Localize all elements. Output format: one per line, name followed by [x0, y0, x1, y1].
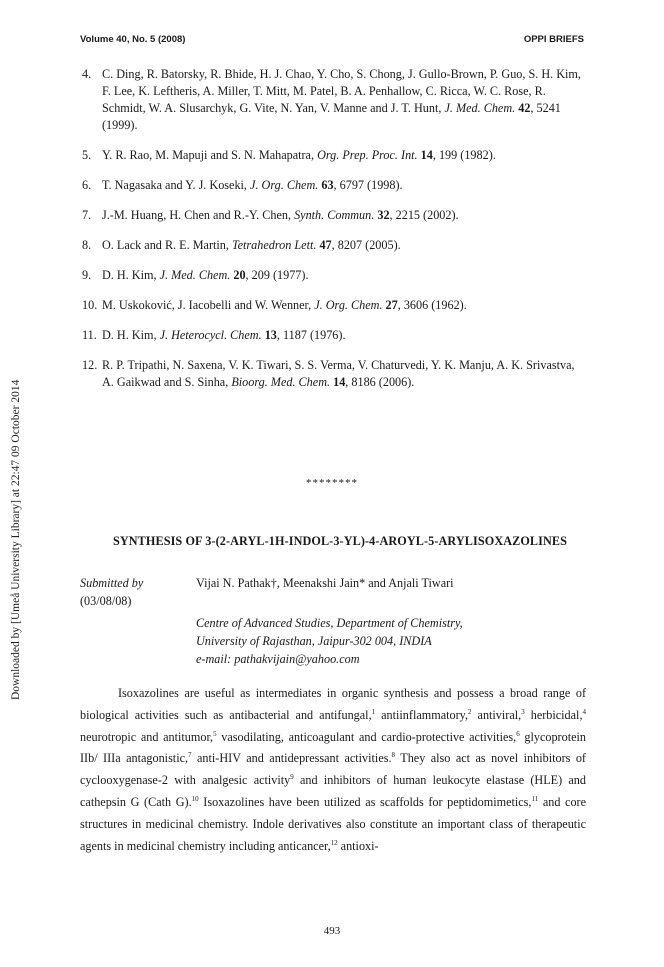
reference-authors: D. H. Kim,	[102, 328, 160, 342]
reference-pages-year: , 2215 (2002).	[389, 208, 459, 222]
reference-journal: J. Org. Chem.	[250, 178, 319, 192]
reference-number: 4.	[82, 67, 92, 81]
body-text-segment: glycoprotein IIb/ IIIa antagonistic,	[80, 729, 586, 766]
body-text-segment: and inhibitors of human leukocyte elastase (HLE) and cathepsin G (Cath G).	[80, 773, 586, 809]
citation-superscript: 12	[330, 838, 338, 847]
reference-journal: Org. Prep. Proc. Int.	[317, 148, 418, 162]
reference-volume: 20	[233, 268, 246, 282]
reference-journal: J. Med. Chem.	[159, 268, 231, 282]
reference-authors: R. P. Tripathi, N. Saxena, V. K. Tiwari, S. S. Verma, V. Chaturvedi, Y. K. Manju, A. K. Srivastva, A. Gaikwad and S. Sinha,	[102, 358, 575, 389]
reference-authors: J.-M. Huang, H. Chen and R.-Y. Chen,	[102, 208, 295, 222]
body-text-segment: Isoxazolines have been utilized as scaffolds for peptidomimetics,	[198, 794, 532, 809]
reference-pages-year: , 3606 (1962).	[397, 298, 467, 312]
reference-authors: Y. R. Rao, M. Mapuji and S. N. Mahapatra,	[102, 148, 318, 162]
reference-journal: Synth. Commun.	[294, 208, 375, 222]
reference-journal: J. Med. Chem.	[444, 101, 516, 115]
reference-item	[82, 207, 582, 224]
citation-superscript: 8	[391, 751, 396, 760]
author-list: Vijai N. Pathak†, Meenakshi Jain* and Anjali Tiwari	[196, 576, 454, 590]
reference-item	[82, 267, 582, 284]
body-text-segment: antiviral,	[471, 707, 522, 722]
reference-item	[82, 297, 582, 314]
section-separator: ********	[306, 477, 358, 489]
affiliation-line-2: University of Rajasthan, Jaipur-302 004, INDIA	[196, 634, 432, 648]
article-title: SYNTHESIS OF 3-(2-ARYL-1H-INDOL-3-YL)-4-AROYL-5-ARYLISOXAZOLINES	[112, 534, 568, 548]
body-text-segment: herbicidal,	[524, 707, 583, 722]
reference-pages-year: , 209 (1977).	[245, 268, 309, 282]
reference-volume: 27	[385, 298, 398, 312]
reference-pages-year: , 8186 (2006).	[345, 375, 415, 389]
reference-volume: 13	[264, 328, 277, 342]
citation-superscript: 9	[290, 773, 294, 782]
submitted-date: (03/08/08)	[80, 594, 132, 608]
citation-superscript: 1	[371, 707, 376, 716]
reference-list	[82, 66, 582, 391]
reference-number: 8.	[82, 238, 92, 252]
citation-superscript: 3	[521, 707, 525, 716]
reference-volume: 42	[518, 101, 531, 115]
citation-superscript: 7	[188, 751, 192, 760]
intro-paragraph	[80, 683, 586, 857]
submitted-label: Submitted by	[80, 576, 144, 590]
citation-superscript: 2	[468, 707, 472, 716]
reference-item	[82, 237, 582, 254]
citation-superscript: 6	[516, 729, 520, 738]
reference-volume: 63	[321, 178, 334, 192]
body-text	[80, 683, 586, 857]
page-number: 493	[323, 925, 341, 937]
reference-journal: J. Heterocycl. Chem.	[159, 328, 262, 342]
journal-volume: Volume 40, No. 5 (2008)	[80, 34, 186, 45]
reference-authors: C. Ding, R. Batorsky, R. Bhide, H. J. Chao, Y. Cho, S. Chong, J. Gullo-Brown, P. Guo, S. H. Kim, F. Lee, K. Leftheris, A. Miller, T. Mitt, M. Patel, B. A. Penhallow, C. Ricca, W. C. Rose, R. Schmidt, W. A. Slusarchyk, G. Vite, N. Yan, V. Manne and J. T. Hunt,	[102, 67, 581, 115]
download-watermark: Downloaded by [Umeå University Library] at 22:47 09 October 2014	[10, 379, 22, 700]
reference-number: 7.	[82, 208, 92, 222]
citation-superscript: 11	[531, 794, 539, 803]
reference-authors: O. Lack and R. E. Martin,	[102, 238, 232, 252]
body-text-segment: vasodilating, anticoagulant and cardio-protective activities,	[216, 729, 517, 744]
reference-number: 11.	[82, 328, 97, 342]
citation-superscript: 4	[582, 707, 586, 716]
reference-number: 6.	[82, 178, 92, 192]
reference-volume: 32	[377, 208, 390, 222]
reference-pages-year: , 6797 (1998).	[333, 178, 403, 192]
reference-volume: 14	[333, 375, 346, 389]
body-text-segment: They also act as novel inhibitors of cyclooxygenase-2 with analgesic activity	[80, 751, 586, 788]
reference-volume: 47	[319, 238, 332, 252]
reference-number: 9.	[82, 268, 92, 282]
reference-journal: Bioorg. Med. Chem.	[231, 375, 331, 389]
body-text-segment: antiinflammatory,	[375, 707, 469, 722]
affiliation-line-1: Centre of Advanced Studies, Department of Chemistry,	[196, 616, 463, 630]
reference-pages-year: , 1187 (1976).	[276, 328, 346, 342]
reference-item	[82, 66, 582, 134]
reference-journal: J. Org. Chem.	[314, 298, 383, 312]
affiliation	[196, 614, 463, 668]
author-email: e-mail: pathakvijain@yahoo.com	[196, 652, 360, 666]
reference-authors: T. Nagasaka and Y. J. Koseki,	[102, 178, 251, 192]
running-header	[80, 34, 584, 48]
body-text-segment: neurotropic and antitumor,	[80, 729, 214, 744]
reference-item	[82, 357, 582, 391]
reference-pages-year: , 5241 (1999).	[102, 101, 561, 132]
reference-pages-year: , 199 (1982).	[432, 148, 496, 162]
reference-pages-year: , 8207 (2005).	[331, 238, 401, 252]
body-text-segment: antioxi-	[337, 838, 379, 853]
reference-volume: 14	[420, 148, 433, 162]
reference-number: 5.	[82, 148, 92, 162]
reference-item	[82, 147, 582, 164]
reference-authors: M. Uskoković, J. Iacobelli and W. Wenner,	[102, 298, 315, 312]
reference-number: 12.	[82, 358, 98, 372]
reference-authors: D. H. Kim,	[102, 268, 160, 282]
citation-superscript: 5	[213, 729, 217, 738]
body-text-segment: Isoxazolines are useful as intermediates in organic synthesis and possess a broad range of biological activities such as antibacterial and antifungal,	[80, 686, 586, 722]
body-text-segment: and core structures in medicinal chemistry. Indole derivatives also constitute an important class of therapeutic agents in medicinal chemistry including anticancer,	[80, 794, 587, 853]
section-name: OPPI BRIEFS	[523, 34, 584, 45]
reference-item	[82, 177, 582, 194]
reference-item	[82, 327, 582, 344]
reference-journal: Tetrahedron Lett.	[231, 238, 317, 252]
reference-number: 10.	[82, 298, 98, 312]
body-text-segment: anti-HIV and antidepressant activities.	[191, 751, 392, 766]
citation-superscript: 10	[191, 794, 199, 803]
